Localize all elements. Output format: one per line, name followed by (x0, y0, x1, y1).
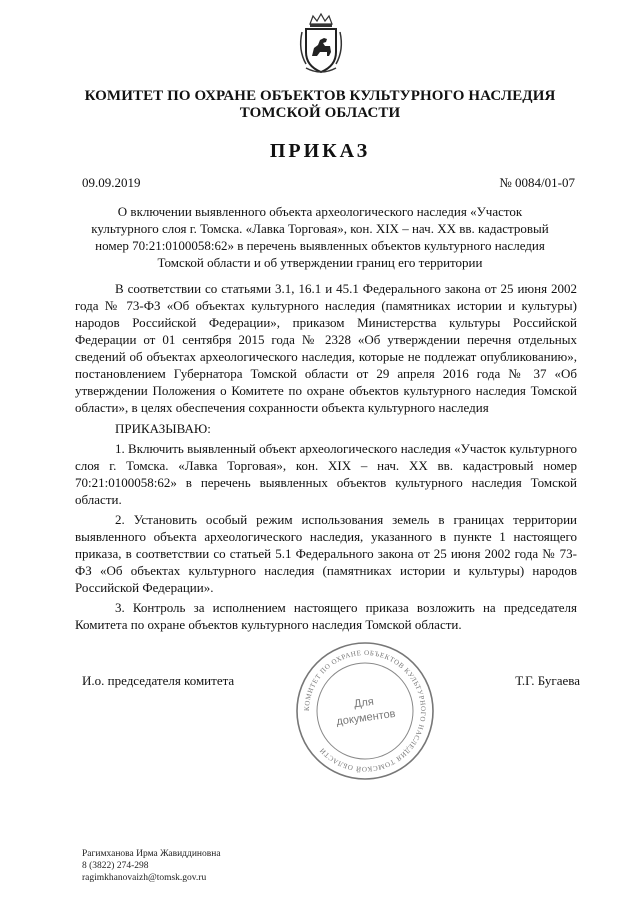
subject-line: номер 70:21:0100058:62» в перечень выявленных объектов культурного наследия (95, 238, 545, 253)
executor-email: ragimkhanovaizh@tomsk.gov.ru (82, 873, 207, 883)
order-item-3: 3. Контроль за исполнением настоящего приказа возложить на председателя Комитета по охране объектов культурного наследия Томской области. (75, 600, 577, 632)
organization-name-line1: КОМИТЕТ ПО ОХРАНЕ ОБЪЕКТОВ КУЛЬТУРНОГО НАСЛЕДИЯ (84, 88, 556, 104)
svg-text:КОМИТЕТ ПО ОХРАНЕ ОБЪЕКТОВ КУЛ (303, 649, 427, 773)
stamp-center-text: документов (335, 707, 397, 729)
stamp-center-text: Для (353, 695, 375, 711)
executor-name: Рагимханова Ирма Жавиддиновна (82, 849, 221, 859)
signatory-name: Т.Г. Бугаева (515, 673, 580, 688)
subject-line: О включении выявленного объекта археологического наследия «Участок (117, 204, 523, 219)
stamp-ring-text: КОМИТЕТ ПО ОХРАНЕ ОБЪЕКТОВ КУЛЬТУРНОГО НАСЛЕДИЯ ТОМСКОЙ ОБЛАСТИ (302, 648, 428, 774)
tomsk-region-coat-of-arms-icon (296, 12, 346, 76)
subject-line: Томской области и об утверждении границ его территории (157, 255, 483, 270)
document-title: ПРИКАЗ (269, 140, 371, 162)
order-word: ПРИКАЗЫВАЮ: (115, 421, 211, 436)
order-date: 09.09.2019 (82, 175, 141, 190)
executor-phone: 8 (3822) 274-298 (82, 861, 149, 871)
order-item-2: 2. Установить особый режим использования земель в границах территории выявленного объекта археологического наследия, указанного в пункте 1 настоящего приказа, в соответствии со статьей 5.1 Федерального закона от 25 июня 2002 года № 73-ФЗ «Об объектах культурного наследия (памятниках истории и культуры) народов Российской Федерации». (75, 512, 577, 595)
order-item-1: 1. Включить выявленный объект археологического наследия «Участок культурного слоя г. Томска. «Лавка Торговая», кон. XIX – нач. XX вв. кадастровый номер 70:21:0100058:62» в перечень выявленных объектов культурного наследия Томской области. (75, 441, 577, 507)
round-seal-stamp-icon (294, 640, 436, 782)
organization-name-line2: ТОМСКОЙ ОБЛАСТИ (239, 105, 401, 121)
order-number: № 0084/01-07 (499, 175, 575, 190)
preamble-paragraph: В соответствии со статьями 3.1, 16.1 и 45.1 Федерального закона от 25 июня 2002 года № 73-ФЗ «Об объектах культурного наследия (памятниках истории и культуры) народов Российской Федерации», приказом Министерства культуры Российской Федерации от 01 сентября 2015 года № 2328 «Об утверждении перечня отдельных сведений об объектах археологического наследия, которые не подлежат опубликованию», постановлением Губернатора Томской области от 29 апреля 2016 года № 37 «Об утверждении Положения о Комитете по охране объектов культурного наследия Томской области», в целях обеспечения сохранности объекта культурного наследия (75, 281, 577, 415)
subject-line: культурного слоя г. Томска. «Лавка Торговая», кон. XIX – нач. XX вв. кадастровый (91, 221, 549, 236)
executor-contact (82, 848, 221, 884)
order-body (75, 280, 577, 633)
signatory-role: И.о. председателя комитета (82, 673, 235, 688)
order-subject (90, 203, 550, 271)
